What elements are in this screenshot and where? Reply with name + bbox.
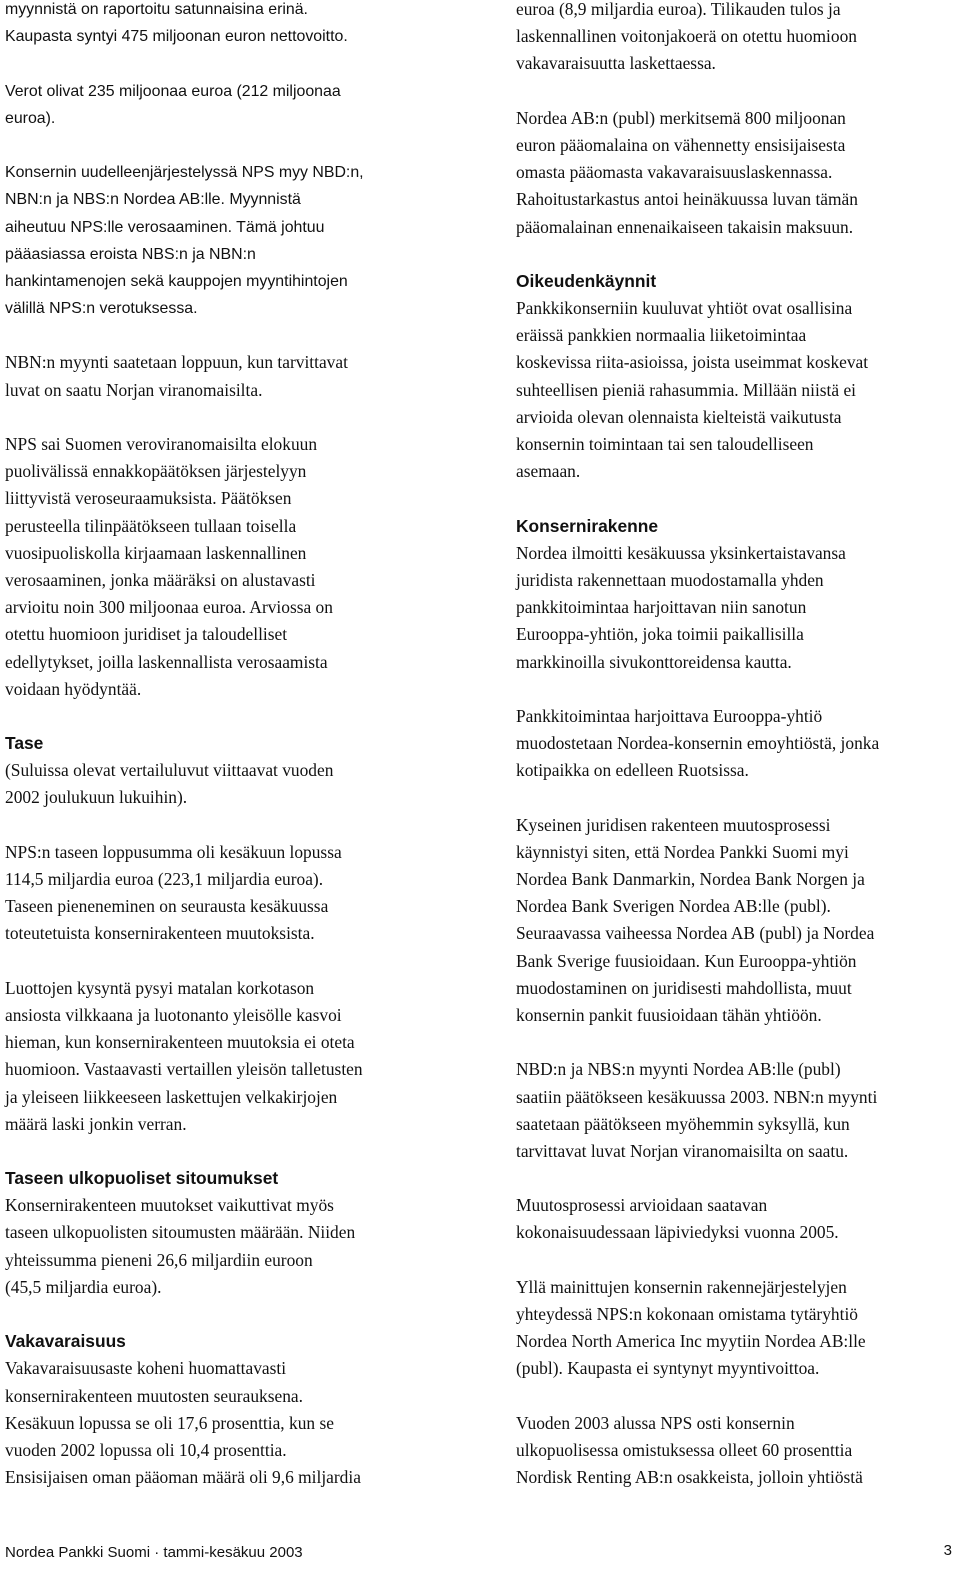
text-line: edellytykset, joilla laskennallista verosaamista	[5, 651, 328, 672]
paragraph-gap	[5, 404, 455, 431]
paragraph-gap	[516, 241, 958, 268]
text-line: NBD:n ja NBS:n myynti Nordea AB:lle (publ)	[516, 1059, 841, 1080]
text-line: hieman, kun konsernirakenteen muutoksia ei oteta	[5, 1032, 355, 1053]
text-line: huomioon. Vastaavasti vertaillen yleisön talletusten	[5, 1059, 363, 1080]
text-line: vakavaraisuutta laskettaessa.	[516, 53, 716, 74]
paragraph	[5, 349, 455, 403]
paragraph-gap	[5, 1301, 455, 1328]
paragraph-gap	[5, 322, 455, 349]
paragraph	[516, 1410, 958, 1492]
paragraph-gap	[5, 50, 455, 77]
text-line: perusteella tilinpäätökseen tullaan toisella	[5, 515, 297, 536]
text-line: Pankkitoimintaa harjoittava Eurooppa-yhtiö	[516, 705, 823, 726]
text-line: saatiin päätökseen kesäkuussa 2003. NBN:n myynti	[516, 1086, 878, 1107]
text-line: Nordea ilmoitti kesäkuussa yksinkertaistavansa	[516, 542, 846, 563]
paragraph	[516, 703, 958, 785]
text-line: laskennallinen voitonjakoerä on otettu huomioon	[516, 26, 857, 47]
text-line: voidaan hyödyntää.	[5, 678, 142, 699]
text-line: käynnistyi siten, että Nordea Pankki Suomi myi	[516, 841, 849, 862]
text-line: Ensisijaisen oman pääoman määrä oli 9,6 miljardia	[5, 1467, 361, 1488]
text-line: euroa).	[5, 109, 56, 127]
paragraph	[5, 431, 455, 703]
paragraph-gap	[516, 1383, 958, 1410]
text-line: muodostaminen on juridisesti mahdollista, muut	[516, 977, 852, 998]
text-line: konsernin pankit fuusioidaan tähän yhtiöön.	[516, 1004, 822, 1025]
text-line: Luottojen kysyntä pysyi matalan korkotason	[5, 977, 315, 998]
paragraph	[5, 975, 455, 1138]
text-line: kotipaikka on edelleen Ruotsissa.	[516, 760, 749, 781]
paragraph	[516, 105, 958, 241]
text-line: asemaan.	[516, 461, 581, 482]
text-line: (Suluissa olevat vertailuluvut viittaavat vuoden	[5, 760, 334, 781]
text-line: (45,5 miljardia euroa).	[5, 1276, 162, 1297]
paragraph-gap	[5, 812, 455, 839]
paragraph-gap	[516, 1165, 958, 1192]
text-line: Nordea Bank Danmarkin, Nordea Bank Norgen ja	[516, 869, 865, 889]
right-column	[516, 0, 958, 1491]
section-heading: Konsernirakenne	[516, 515, 659, 536]
section	[516, 513, 958, 676]
text-line: Nordea Bank Sverigen Nordea AB:lle (publ).	[516, 896, 831, 917]
text-line: Kesäkuun lopussa se oli 17,6 prosenttia, kun se	[5, 1412, 334, 1433]
text-line: Konsernirakenteen muutokset vaikuttivat myös	[5, 1195, 334, 1216]
text-line: Yllä mainittujen konsernin rakennejärjestelyjen	[516, 1276, 847, 1297]
text-line: (publ). Kaupasta ei syntynyt myyntivoittoa.	[516, 1358, 820, 1379]
section	[5, 730, 455, 812]
text-line: luvat on saatu Norjan viranomaisilta.	[5, 379, 263, 400]
text-line: euron pääomalaina on vähennetty ensisijaisesta	[516, 134, 846, 155]
paragraph	[5, 839, 455, 948]
paragraph-gap	[516, 1247, 958, 1274]
page-number: 3	[943, 1542, 952, 1559]
paragraph-gap	[516, 78, 958, 105]
text-line: Verot olivat 235 miljoonaa euroa (212 miljoonaa	[5, 82, 341, 100]
text-line: hankintamenojen sekä kauppojen myyntihintojen	[5, 272, 348, 290]
text-line: myynnistä on raportoitu satunnaisina erinä.	[5, 1, 308, 18]
section-heading: Oikeudenkäynnit	[516, 270, 657, 291]
text-line: yhteissumma pieneni 26,6 miljardiin euroon	[5, 1249, 313, 1270]
text-line: toteutetuista konsernirakenteen muutoksista.	[5, 923, 315, 944]
paragraph-gap	[5, 703, 455, 730]
text-line: Eurooppa-yhtiön, joka toimii paikallisilla	[516, 624, 804, 645]
text-line: Vakavaraisuusaste koheni huomattavasti	[5, 1358, 287, 1379]
text-line: Bank Sverige fuusioidaan. Kun Eurooppa-yhtiön	[516, 950, 857, 971]
paragraph	[516, 1192, 958, 1246]
text-line: arvioitu noin 300 miljoonaa euroa. Arviossa on	[5, 597, 333, 618]
paragraph	[516, 1056, 958, 1165]
section-heading: Tase	[5, 733, 44, 754]
text-line: NBN:n ja NBS:n Nordea AB:lle. Myynnistä	[5, 191, 301, 209]
section	[5, 1328, 455, 1491]
text-line: NPS:n taseen loppusumma oli kesäkuun lopussa	[5, 841, 342, 862]
text-line: Kyseinen juridisen rakenteen muutosprosessi	[516, 814, 831, 835]
text-line: 2002 joulukuun lukuihin).	[5, 787, 188, 808]
text-line: vuoden 2002 lopussa oli 10,4 prosenttia.	[5, 1439, 287, 1460]
text-line: koskevissa riita-asioissa, joista useimmat koskevat	[516, 352, 869, 373]
text-line: Seuraavassa vaiheessa Nordea AB (publ) ja Nordea	[516, 923, 875, 944]
text-line: pääomalainan ennenaikaiseen takaisin maksuun.	[516, 216, 854, 237]
text-line: otettu huomioon juridiset ja taloudelliset	[5, 624, 288, 645]
text-line: Vuoden 2003 alussa NPS osti konsernin	[516, 1412, 795, 1433]
text-line: arvioida olevan olennaista kielteistä vaikutusta	[516, 406, 842, 427]
paragraph	[5, 159, 455, 322]
text-line: NBN:n myynti saatetaan loppuun, kun tarvittavat	[5, 352, 348, 373]
text-line: konsernin toimintaan tai sen taloudelliseen	[516, 434, 814, 454]
text-line: ja yleiseen liikkeeseen laskettujen velkakirjojen	[5, 1086, 338, 1107]
text-line: Muutosprosessi arvioidaan saatavan	[516, 1195, 768, 1216]
paragraph	[516, 812, 958, 1030]
text-line: vuosipuoliskolla kirjaamaan laskennallinen	[5, 542, 307, 563]
section	[5, 1165, 455, 1301]
paragraph-gap	[5, 948, 455, 975]
text-line: taseen ulkopuolisten sitoumusten määrään. Niiden	[5, 1222, 356, 1243]
paragraph-gap	[516, 485, 958, 512]
text-line: pääasiassa eroista NBS:n ja NBN:n	[5, 245, 256, 263]
text-line: liittyvistä veroseuraamuksista. Päätöksen	[5, 488, 292, 509]
paragraph	[5, 78, 455, 132]
text-line: juridista rakennettaan muodostamalla yhden	[516, 569, 824, 590]
section-heading: Taseen ulkopuoliset sitoumukset	[5, 1168, 279, 1189]
text-line: suhteellisen pieniä rahasummia. Millään niistä ei	[516, 379, 856, 400]
paragraph-gap	[516, 1029, 958, 1056]
text-line: Pankkikonserniin kuuluvat yhtiöt ovat osallisina	[516, 298, 853, 319]
text-line: Nordea North America Inc myytiin Nordea AB:lle	[516, 1331, 866, 1352]
text-line: konsernirakenteen muutosten seurauksena.	[5, 1385, 303, 1406]
text-line: Taseen pieneneminen on seurausta kesäkuussa	[5, 896, 329, 917]
text-line: Nordisk Renting AB:n osakkeista, jolloin yhtiöstä	[516, 1467, 863, 1488]
text-line: välillä NPS:n verotuksessa.	[5, 300, 198, 318]
text-line: NPS sai Suomen veroviranomaisilta elokuun	[5, 434, 318, 454]
text-line: kokonaisuudessaan läpiviedyksi vuonna 2005.	[516, 1222, 839, 1243]
left-column	[5, 0, 455, 1491]
text-line: eräissä pankkien normaalia liiketoimintaa	[516, 325, 807, 346]
section	[516, 268, 958, 486]
footer-publication: Nordea Pankki Suomi · tammi-kesäkuu 2003	[5, 1544, 303, 1561]
section-heading: Vakavaraisuus	[5, 1331, 126, 1352]
paragraph	[516, 1274, 958, 1383]
text-line: markkinoilla sivukonttoreidensa kautta.	[516, 651, 792, 672]
text-line: pankkitoimintaa harjoittavan niin sanotun	[516, 597, 807, 618]
text-line: puolivälissä ennakkopäätöksen järjestelyyn	[5, 461, 307, 482]
text-line: yhteydessä NPS:n kokonaan omistama tytäryhtiö	[516, 1304, 858, 1324]
text-line: verosaaminen, jonka määräksi on alustavasti	[5, 569, 316, 590]
text-line: saatetaan päätökseen myöhemmin syksyllä, kun	[516, 1113, 850, 1134]
text-line: Rahoitustarkastus antoi heinäkuussa luvan tämän	[516, 189, 858, 210]
text-line: muodostetaan Nordea-konsernin emoyhtiöstä, jonka	[516, 733, 880, 754]
text-line: ansiosta vilkkaana ja luotonanto yleisölle kasvoi	[5, 1004, 342, 1025]
text-line: tarvittavat luvat Norjan viranomaisilta on saatu.	[516, 1140, 849, 1161]
text-line: aiheutuu NPS:lle verosaaminen. Tämä johtuu	[5, 218, 325, 236]
text-line: 114,5 miljardia euroa (223,1 miljardia euroa).	[5, 869, 324, 889]
paragraph	[516, 0, 958, 78]
text-line: omasta pääomasta vakavaraisuuslaskennassa.	[516, 162, 833, 183]
text-line: euroa (8,9 miljardia euroa). Tilikauden tulos ja	[516, 0, 841, 19]
paragraph	[5, 0, 455, 50]
paragraph-gap	[5, 132, 455, 159]
text-line: Nordea AB:n (publ) merkitsemä 800 miljoonan	[516, 107, 846, 128]
text-line: määrä laski jonkin verran.	[5, 1113, 187, 1134]
paragraph-gap	[5, 1138, 455, 1165]
paragraph-gap	[516, 784, 958, 811]
text-line: Kaupasta syntyi 475 miljoonan euron nettovoitto.	[5, 28, 348, 46]
text-line: ulkopuolisessa omistuksessa olleet 60 prosenttia	[516, 1439, 853, 1460]
paragraph-gap	[516, 676, 958, 703]
text-line: Konsernin uudelleenjärjestelyssä NPS myy NBD:n,	[5, 164, 364, 182]
